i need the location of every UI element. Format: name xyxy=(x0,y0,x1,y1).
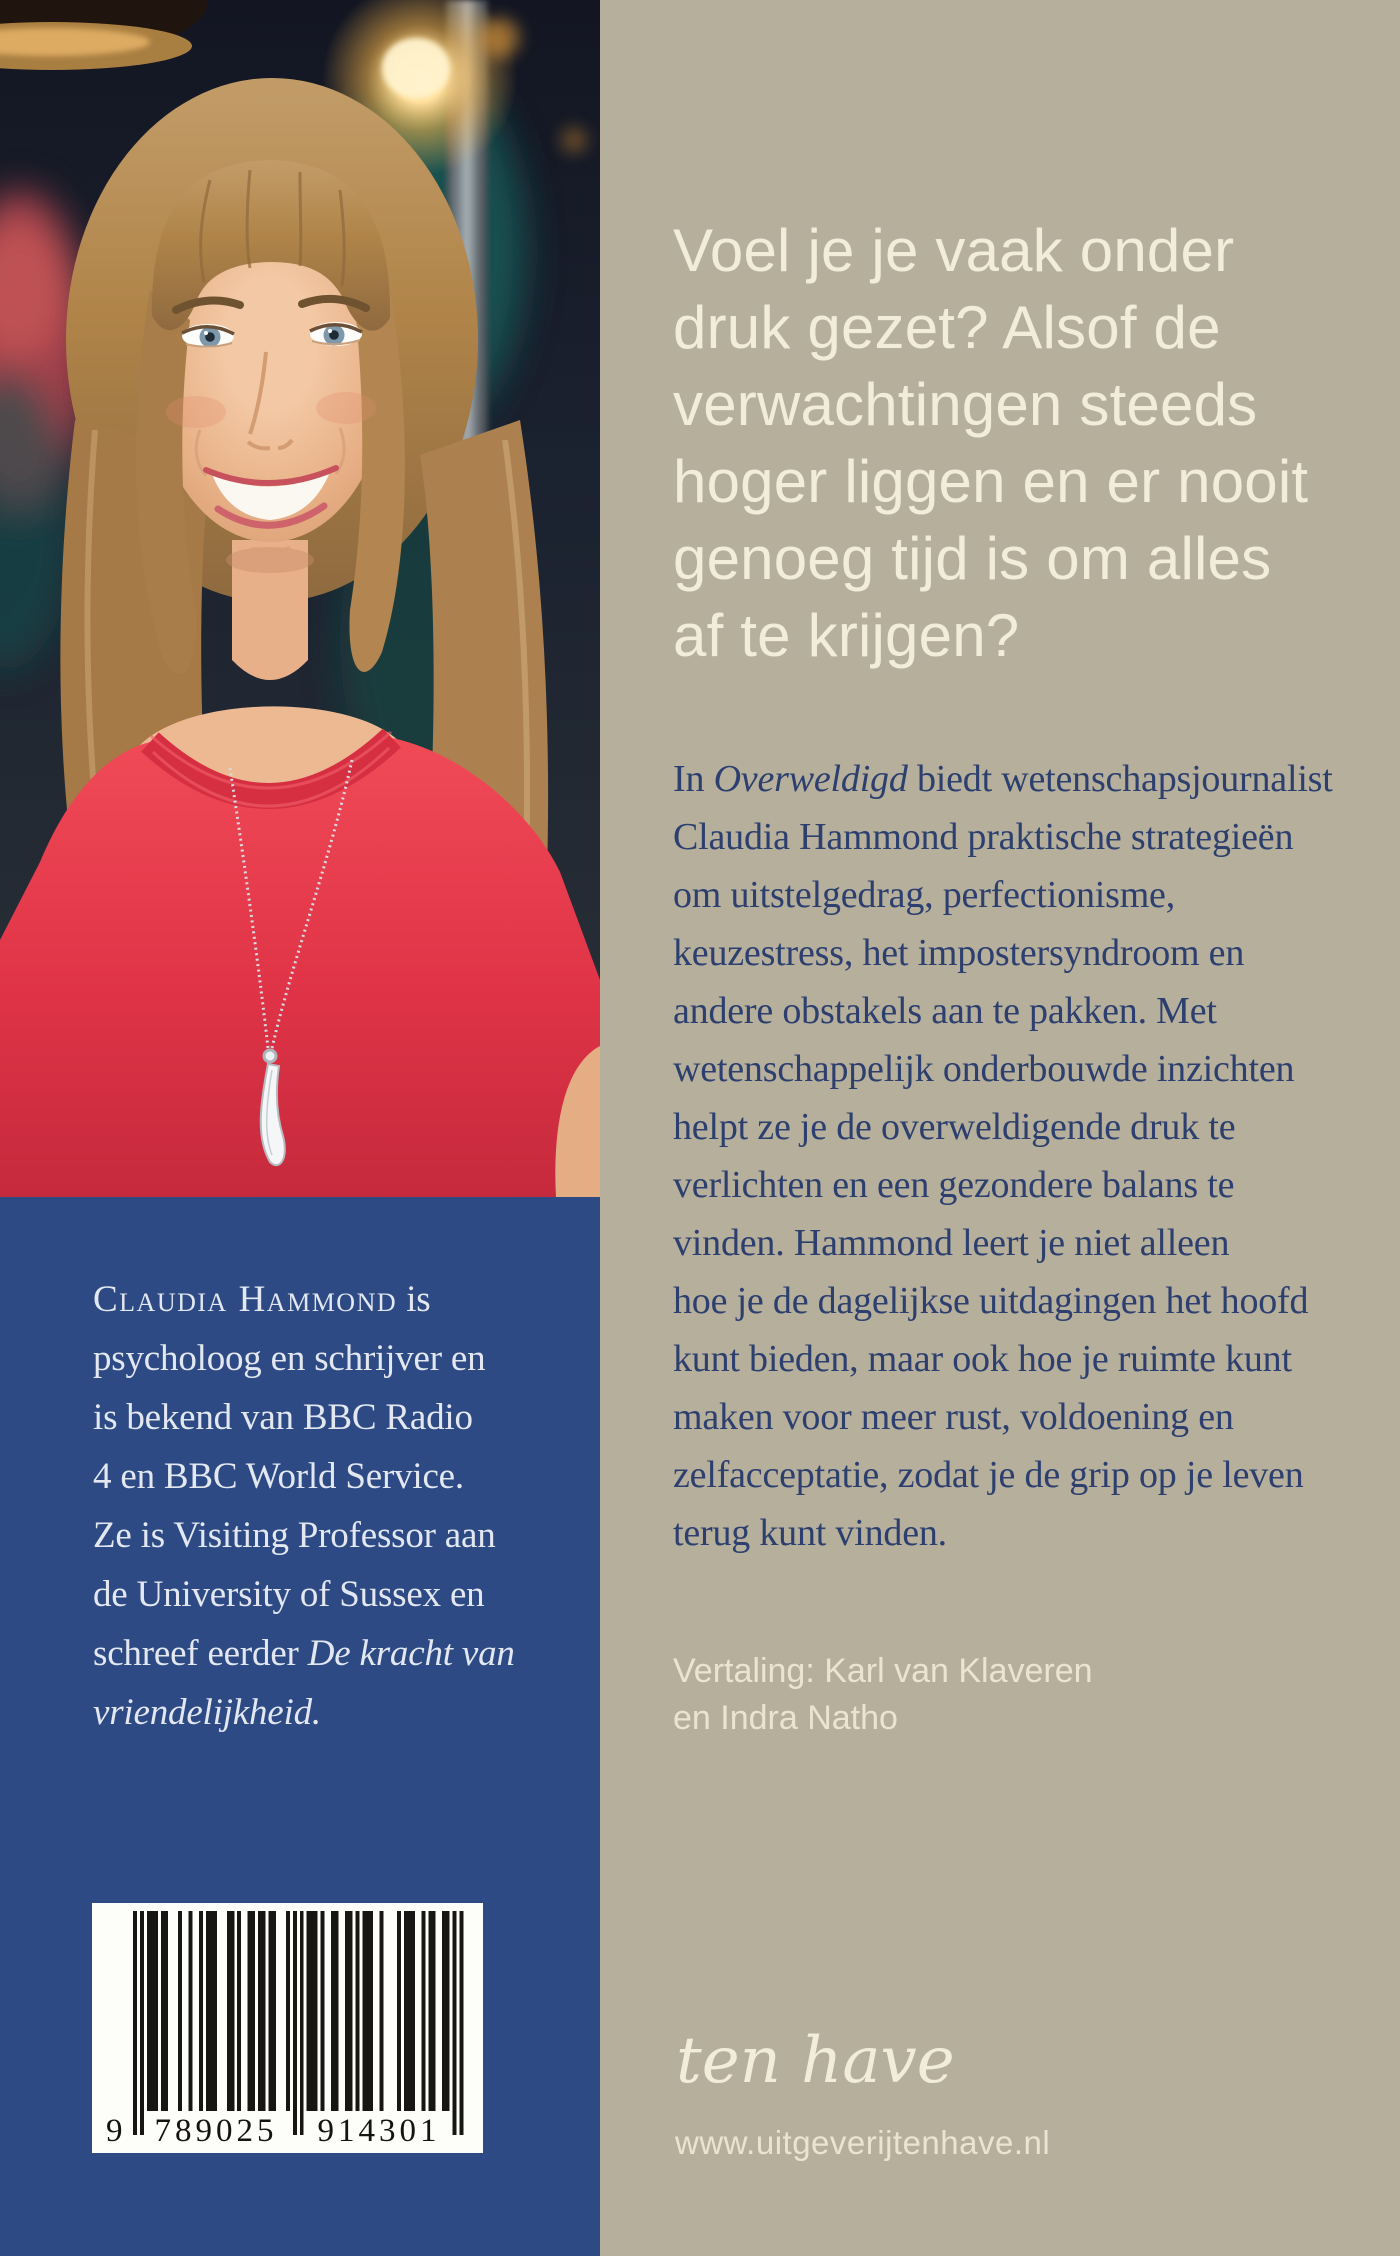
author-photo xyxy=(0,0,600,1197)
author-bio-panel xyxy=(0,1197,600,2256)
red-top xyxy=(0,738,600,1197)
headline: Voel je je vaak onder druk gezet? Alsof de verwachtingen steeds hoger liggen en er nooit genoeg tijd is om alles af te krijgen? xyxy=(673,217,1309,669)
blurb: In Overweldigd biedt wetenschapsjournalist Claudia Hammond praktische strategieën om uitstelgedrag, perfectionisme, keuzestress, het impostersyndroom en andere obstakels aan te pakken. Met wetenschappelijk onderbouwde inzichten helpt ze je de overweldigende druk te verlichten en een gezondere balans te vinden. Hammond leert je niet alleen hoe je de dagelijkse uitdagingen het hoofd kunt bieden, maar ook hoe je ruimte kunt maken voor meer rust, voldoening en zelfacceptatie, zodat je de grip op je leven terug kunt vinden. xyxy=(673,758,1333,1554)
barcode-digits-right: 914301 xyxy=(317,2113,441,2149)
translation-credit: Vertaling: Karl van Klaveren en Indra Natho xyxy=(673,1652,1093,1737)
author-bio-text: Claudia Hammond is psycholoog en schrijver en is bekend van BBC Radio 4 en BBC World Service. Ze is Visiting Professor aan de University of Sussex en schreef eerder De kracht van vriendelijkheid. xyxy=(93,1279,515,1733)
back-cover-text-column xyxy=(600,0,1400,2256)
publisher-url: www.uitgeverijtenhave.nl xyxy=(675,2124,1051,2161)
barcode-digit-prefix: 9 xyxy=(106,2113,123,2149)
publisher-logo: ten have xyxy=(676,2024,955,2098)
barcode-digits-left: 789025 xyxy=(154,2113,278,2149)
barcode xyxy=(92,1903,483,2153)
